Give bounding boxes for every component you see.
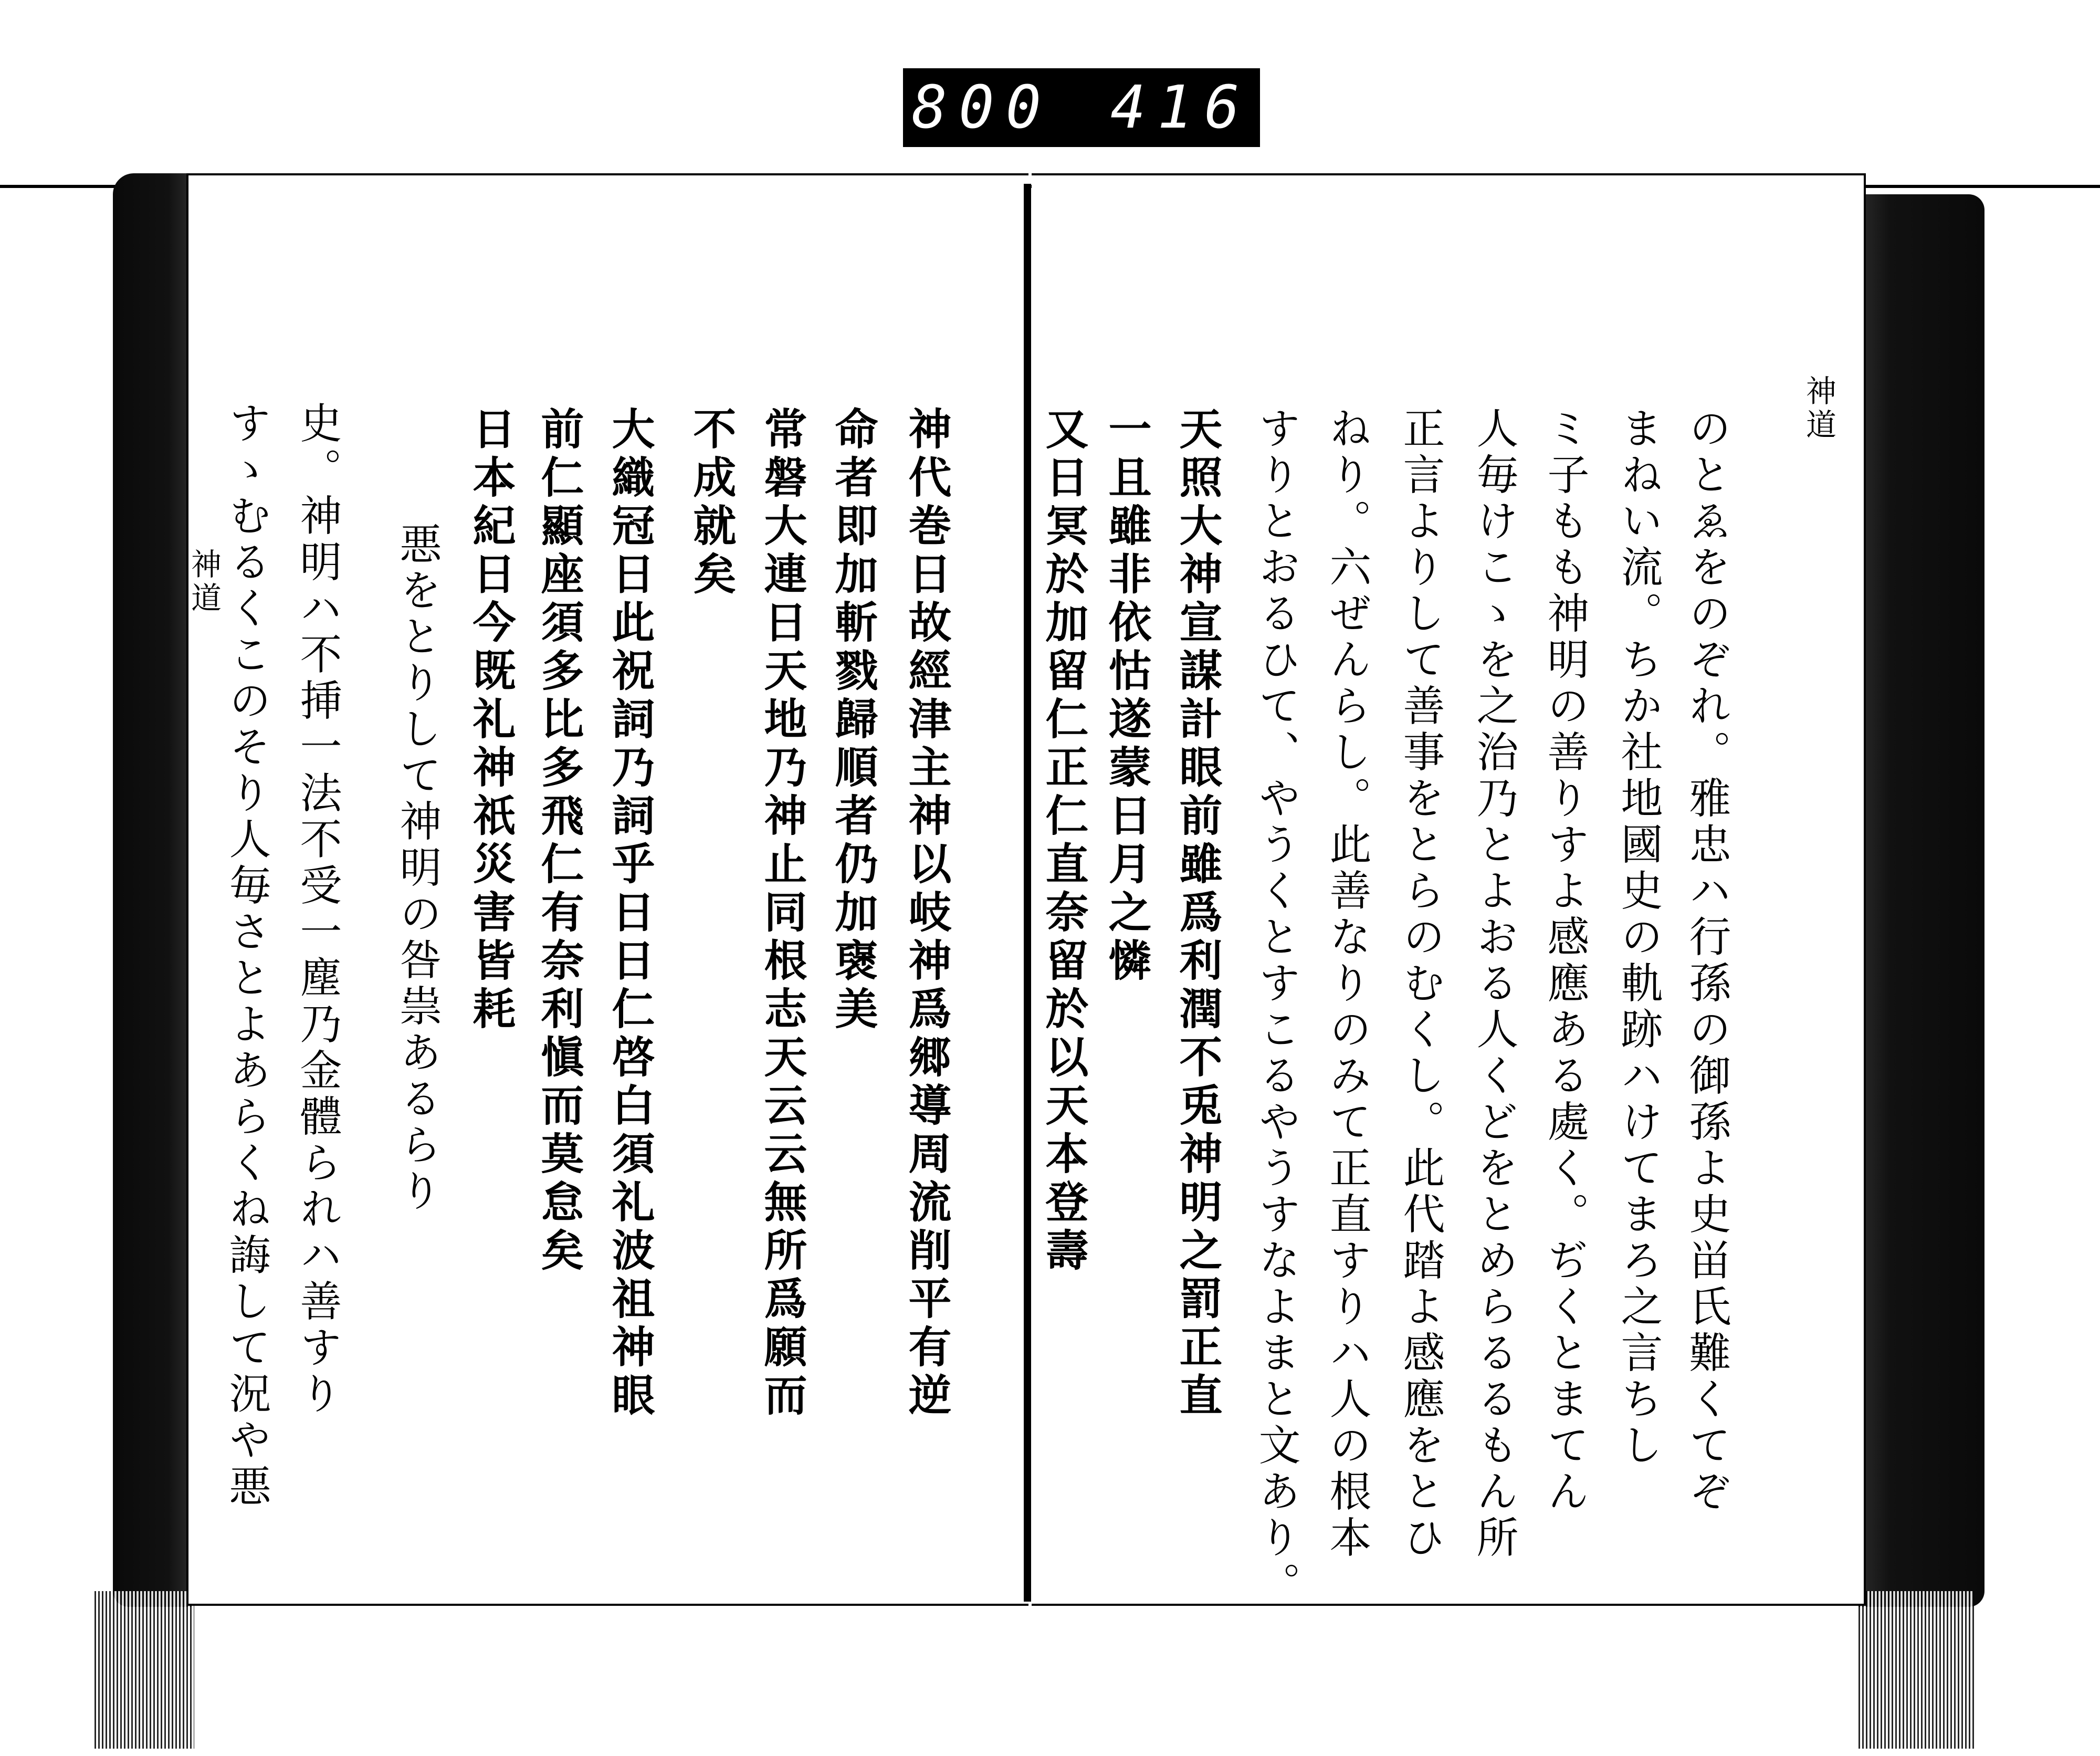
left-column-3: 常磐大連日天地乃神止同根志天云云無所爲願而	[757, 406, 807, 1421]
left-column-10: すゝむるくこのそり人毎さとよあらくね誨して況や悪	[222, 401, 271, 1510]
page-stack-right	[1858, 1591, 1974, 1749]
left-column-9: 史。神明ハ不挿一法不受一塵乃金體られハ善すり	[293, 401, 342, 1418]
right-column-8: 天照大神宣謀計眼前雖爲利潤不兎神明之罰正直	[1172, 406, 1223, 1421]
book-edge-left	[113, 173, 192, 1607]
right-column-5: 正言よりして善事をとらのむくし。此代踏よ感應をとひ	[1396, 406, 1445, 1562]
right-column-7: すりとおるひて、やうくとすこるやうすなよまと文あり。	[1252, 406, 1300, 1608]
left-margin-header: 神道	[186, 548, 222, 615]
left-page	[186, 173, 1028, 1606]
right-column-3: ミ子もも神明の善りすよ感應ある處く。ぢくとまてん	[1540, 406, 1589, 1515]
book-edge-right	[1858, 194, 1984, 1607]
left-column-4: 不成就矣	[686, 406, 737, 600]
call-number-label	[903, 68, 1260, 147]
right-page	[1032, 173, 1866, 1606]
right-column-6: ねり。六ぜんらし。此善なりのみて正直すりハ人の根本	[1322, 406, 1371, 1562]
call-number-right: 416	[1110, 74, 1252, 142]
left-column-7: 日本紀日今既礼神祇災害皆耗	[466, 406, 516, 1034]
left-column-8: 悪をとりして神明の咎祟あるらり	[393, 522, 442, 1215]
page-stack-left	[94, 1591, 194, 1749]
right-column-9: 一且雖非依怙遂蒙日月之憐	[1101, 406, 1152, 986]
book-gutter	[1024, 184, 1031, 1602]
left-column-5: 大織冠日此祝詞乃詞乎日日仁啓白須礼波祖神眼	[605, 406, 655, 1421]
right-column-1: のとゑをのぞれ。雅忠ハ行孫の御孫よ史畄氏難くてぞ	[1682, 406, 1731, 1515]
right-margin-header: 神道	[1801, 375, 1836, 442]
left-column-6: 前仁顯座須多比多飛仁有奈利愼而莫怠矣	[534, 406, 584, 1276]
left-column-2: 命者即加斬戮歸順者仍加襃美	[828, 406, 878, 1034]
right-column-4: 人毎けこゝを之治乃とよおる人くどをとめらるるもん所	[1469, 406, 1518, 1562]
right-column-2: まねい流。ちか社地國史の軌跡ハけてまろ之言ちし	[1614, 406, 1663, 1469]
call-number-left: 800	[911, 74, 1053, 142]
left-column-1: 神代巻日故經津主神以岐神爲郷導周流削平有逆	[901, 406, 952, 1421]
right-column-10: 又日冥於加留仁正仁直奈留於以天本登壽	[1038, 406, 1089, 1276]
